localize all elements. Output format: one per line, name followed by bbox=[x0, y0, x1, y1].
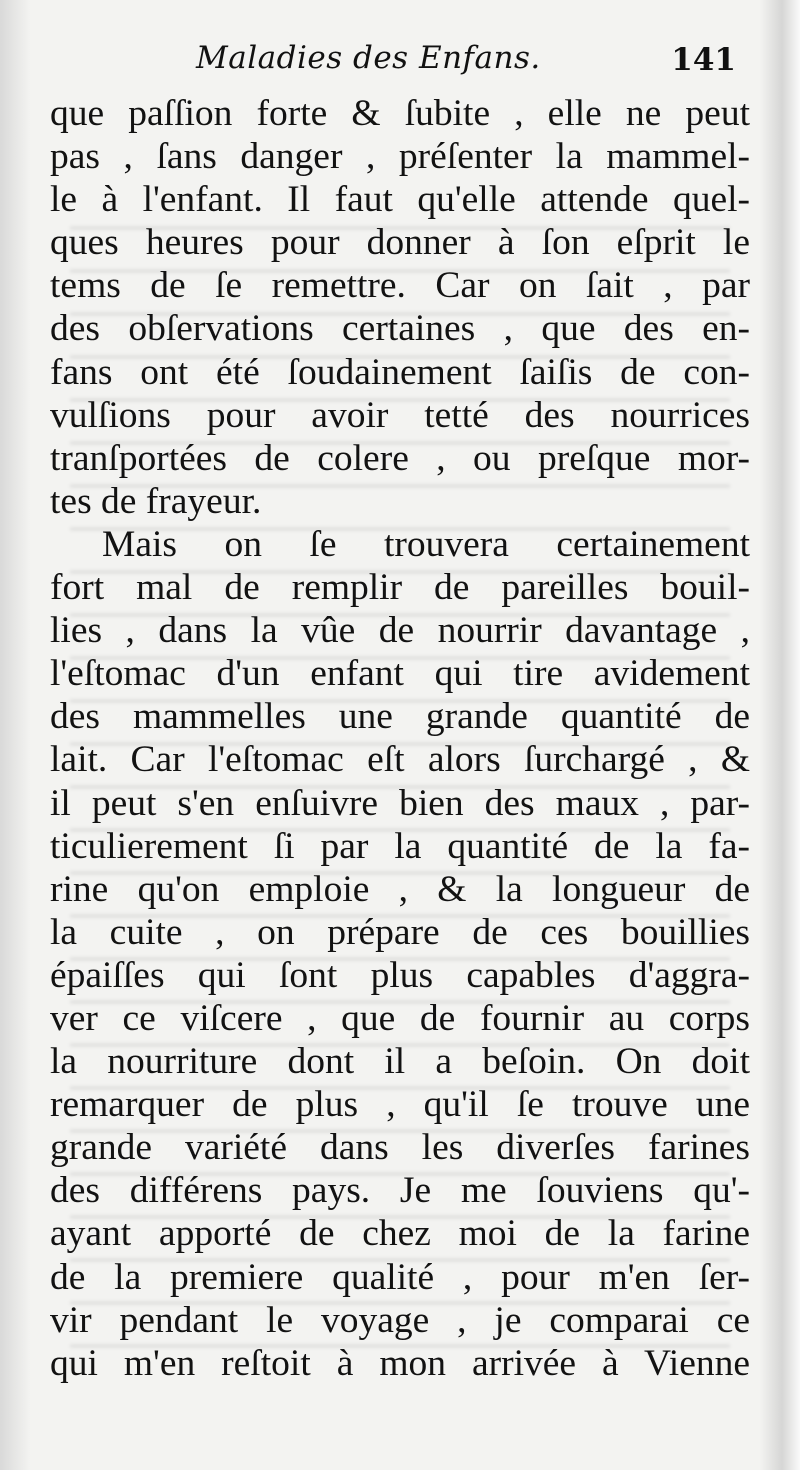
text-line: il peut s'en enſuivre bien des maux , par- bbox=[50, 782, 750, 824]
text-line: fort mal de remplir de pareilles bouil- bbox=[50, 567, 750, 609]
page-fold-shadow bbox=[760, 0, 800, 1470]
text-line: épaiſſes qui ſont plus capables d'aggra- bbox=[50, 954, 750, 996]
text-line: Mais on ſe trouvera certainement bbox=[102, 523, 750, 565]
text-line: qui m'en reſtoit à mon arrivée à Vienne bbox=[50, 1342, 750, 1384]
text-line: la cuite , on prépare de ces bouillies bbox=[50, 911, 750, 953]
text-line: des différens pays. Je me ſouviens qu'- bbox=[50, 1170, 750, 1212]
text-line: rine qu'on emploie , & la longueur de bbox=[50, 868, 750, 910]
text-line: ques heures pour donner à ſon eſprit le bbox=[50, 222, 750, 264]
text-line: tes de frayeur. bbox=[50, 480, 262, 522]
body-text bbox=[50, 92, 750, 1385]
text-line: vir pendant le voyage , je comparai ce bbox=[50, 1299, 750, 1341]
text-line: le à l'enfant. Il faut qu'elle attende quel- bbox=[50, 179, 750, 221]
running-head: Maladies des Enfans. bbox=[196, 40, 541, 76]
text-line: l'eſtomac d'un enfant qui tire avidement bbox=[50, 653, 750, 695]
text-line: de la premiere qualité , pour m'en ſer- bbox=[50, 1256, 750, 1298]
text-line: fans ont été ſoudainement ſaiſis de con- bbox=[50, 351, 750, 393]
text-line: des obſervations certaines , que des en- bbox=[50, 308, 750, 350]
text-line: tems de ſe remettre. Car on ſait , par bbox=[50, 265, 750, 307]
text-line: que paſſion forte & ſubite , elle ne peut bbox=[50, 93, 750, 134]
text-line: lies , dans la vûe de nourrir davantage , bbox=[50, 610, 750, 652]
text-line: pas , ſans danger , préſenter la mammel- bbox=[50, 136, 750, 178]
text-line: lait. Car l'eſtomac eſt alors ſurchargé , & bbox=[50, 739, 750, 781]
text-line: des mammelles une grande quantité de bbox=[50, 696, 750, 738]
page-left-shadow bbox=[0, 0, 30, 1470]
text-line: tranſportées de colere , ou preſque mor- bbox=[50, 437, 750, 479]
text-line: ayant apporté de chez moi de la farine bbox=[50, 1213, 750, 1255]
text-line: grande variété dans les diverſes farines bbox=[50, 1127, 750, 1169]
text-line: remarquer de plus , qu'il ſe trouve une bbox=[50, 1084, 750, 1126]
text-line: la nourriture dont il a beſoin. On doit bbox=[50, 1041, 750, 1083]
text-line: ver ce viſcere , que de fournir au corps bbox=[50, 997, 750, 1039]
text-line: ticulierement ſi par la quantité de la fa- bbox=[50, 825, 750, 867]
page-number: 141 bbox=[671, 42, 736, 78]
page-header bbox=[196, 40, 736, 90]
text-line: vulſions pour avoir tetté des nourrices bbox=[50, 394, 750, 436]
